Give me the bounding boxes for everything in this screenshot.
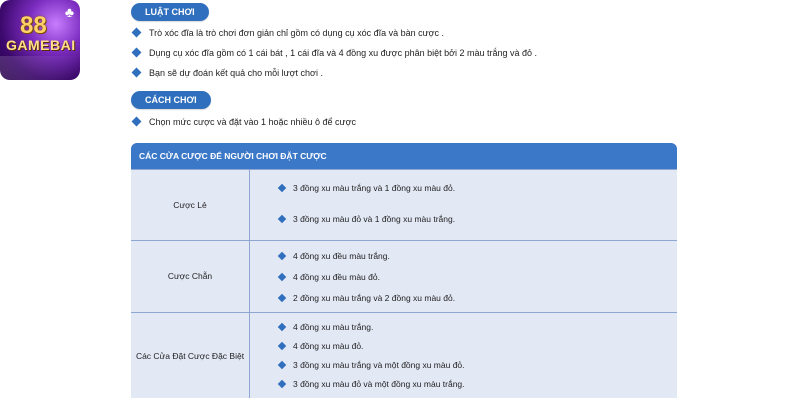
bet-category: Cược Chẵn xyxy=(167,271,213,281)
table-header: CÁC CỬA CƯỢC ĐỂ NGƯỜI CHƠI ĐẶT CƯỢC xyxy=(131,143,677,169)
bet-category: Các Cửa Đặt Cược Đặc Biệt xyxy=(135,351,245,361)
bet-category: Cược Lẻ xyxy=(173,200,207,210)
bullet-diamond-icon xyxy=(132,117,142,127)
rules-heading: LUẬT CHƠI xyxy=(131,3,209,21)
betting-table: CÁC CỬA CƯỢC ĐỂ NGƯỜI CHƠI ĐẶT CƯỢC Cược Lẻ 3 đồng xu màu trắng và 1 đồng xu màu đỏ. 3 đồng xu màu đỏ và 1 đồng xu màu trắng. Cược Chẵn 4 đồng xu đều màu trắng. 4 đồng xu đều màu đỏ. 2 đồng xu màu trắng và 2 đồng xu màu đỏ. Các Cửa Đặt Cược Đặc Biệt 4 đồng xu màu trắng. 4 đồng xu màu đỏ. 3 đồng xu màu trắng và một đồng xu màu đỏ. 3 đồng xu màu đỏ và một đồng xu màu trắng. xyxy=(131,143,677,398)
gamebai-logo xyxy=(0,0,80,80)
bullet-diamond-icon xyxy=(132,28,142,38)
bullet-diamond-icon xyxy=(132,68,142,78)
howto-heading: CÁCH CHƠI xyxy=(131,91,211,109)
logo-flare xyxy=(0,56,80,80)
bullet-diamond-icon xyxy=(132,48,142,58)
dice-icon: ♣ xyxy=(64,4,74,20)
logo-number: 88 xyxy=(20,12,47,39)
logo-brand: GAMEBAI xyxy=(6,37,76,53)
table-row xyxy=(131,169,677,240)
